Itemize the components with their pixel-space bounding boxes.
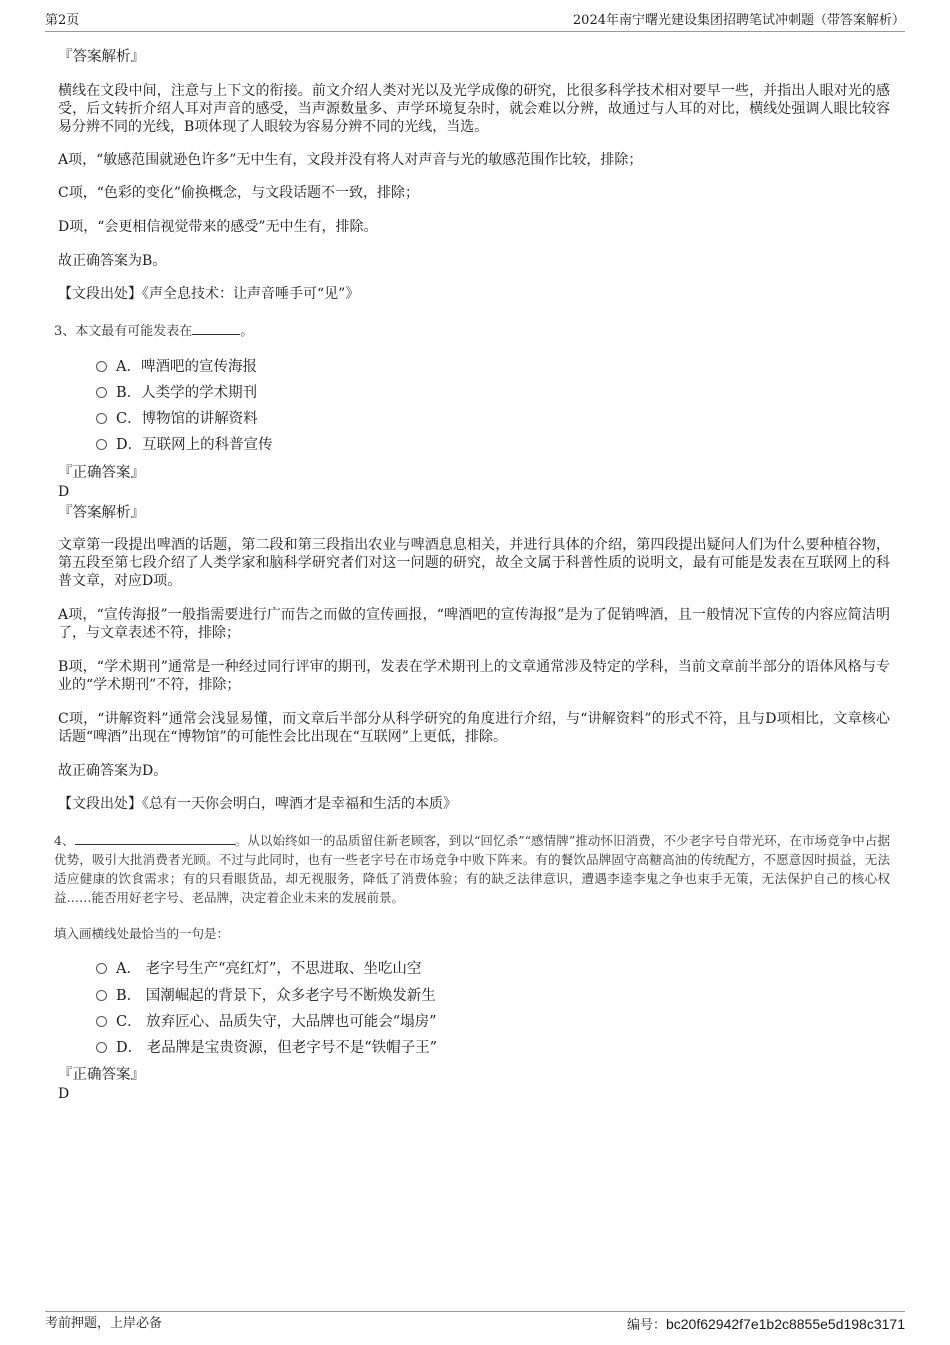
question-3-prompt: 3、本文最有可能发表在 。 [54,324,254,339]
question-number: 4、 [54,833,75,848]
q3-option-b[interactable]: B．人类学的学术期刊 [96,384,257,402]
document-code: 编号：bc20f62942f7e1b2c8855e5d198c3171 [626,1316,905,1333]
radio-button[interactable] [96,990,107,1001]
q4-option-b[interactable]: B． 国潮崛起的背景下，众多老字号不断焕发新生 [96,987,436,1005]
answer-blank [75,832,235,845]
analysis-option-b: B项，“学术期刊”通常是一种经过同行评审的期刊，发表在学术期刊上的文章通常涉及特定的学科，当前文章前半部分的语体风格与专业的“学术期刊”不符，排除； [58,659,890,693]
q3-option-c[interactable]: C．博物馆的讲解资料 [96,410,258,428]
answer-analysis-label: 『答案解析』 [58,49,145,65]
analysis-conclusion: 故正确答案为D。 [58,763,168,779]
q4-option-a[interactable]: A． 老字号生产“亮红灯”，不思进取、坐吃山空 [96,960,421,978]
radio-button[interactable] [96,439,107,450]
radio-button[interactable] [96,1016,107,1027]
page-header [45,13,905,32]
page-footer [45,1311,905,1334]
document-title: 2024年南宁曙光建设集团招聘笔试冲刺题（带答案解析） [572,13,905,28]
q3-option-d[interactable]: D．互联网上的科普宣传 [96,436,273,454]
q4-option-c[interactable]: C． 放弃匠心、品质失守，大品牌也可能会“塌房” [96,1013,437,1031]
analysis-conclusion: 故正确答案为B。 [58,253,167,269]
radio-button[interactable] [96,361,107,372]
radio-button[interactable] [96,1042,107,1053]
radio-button[interactable] [96,963,107,974]
answer-analysis-label: 『答案解析』 [58,505,145,521]
correct-answer: D [58,484,70,500]
question-4-passage: 4、 。从以始终如一的品质留住新老顾客，到以“回忆杀”“感情牌”推动怀旧消费，不少老字号自带光环，在市场竞争中占据优势，吸引大批消费者光顾。不过与此同时，也有一些老字号在市场竞争中败下阵来。有的餐饮品牌固守高糖高油的传统配方，不愿意因时损益，无法适应健康的饮食需求；有的只看眼货品，却无视服务，降低了消费体验；有的缺乏法律意识，遭遇李逵李鬼之争也束手无策，无法保护自己的核心权益……能否用好老字号、老品牌，决定着企业未来的发展前景。 [54,833,890,905]
correct-answer-label: 『正确答案』 [58,465,145,481]
correct-answer-label: 『正确答案』 [58,1067,145,1083]
analysis-option-c: C项，“讲解资料”通常会浅显易懂，而文章后半部分从科学研究的角度进行介绍，与“讲解资料”的形式不符，且与D项相比，文章核心话题“啤酒”出现在“博物馆”的可能性会比出现在“互联网”上更低，排除。 [58,711,890,745]
answer-blank [192,322,240,335]
passage-source: 【文段出处】《声全息技术：让声音唾手可“见”》 [58,286,360,302]
correct-answer: D [58,1086,70,1102]
footer-slogan: 考前押题，上岸必备 [45,1316,163,1331]
q3-option-a[interactable]: A．啤酒吧的宣传海报 [96,358,257,376]
radio-button[interactable] [96,413,107,424]
analysis-option-d: D项，“会更相信视觉带来的感受”无中生有，排除。 [58,219,378,235]
analysis-paragraph: 文章第一段提出啤酒的话题，第二段和第三段指出农业与啤酒息息相关，并进行具体的介绍，第四段提出疑问人们为什么要种植谷物，第五段至第七段介绍了人类学家和脑科学研究者们对这一问题的研究，故全文属于科普性质的说明文，最有可能是发表在互联网上的科普文章，对应D项。 [58,537,890,589]
analysis-option-a: A项，“宣传海报”一般指需要进行广而告之而做的宣传画报，“啤酒吧的宣传海报”是为了促销啤酒，且一般情况下宣传的内容应简洁明了，与文章表述不符，排除； [58,607,890,641]
q4-option-d[interactable]: D． 老品牌是宝贵资源，但老字号不是“铁帽子王” [96,1039,437,1057]
analysis-option-a: A项，“敏感范围就逊色许多”无中生有，文段并没有将人对声音与光的敏感范围作比较，排除； [58,152,643,168]
page-number: 第2页 [45,13,80,28]
analysis-paragraph: 横线在文段中间，注意与上下文的衔接。前文介绍人类对光以及光学成像的研究，比很多科学技术相对要早一些，并指出人眼对光的感受，后文转折介绍人耳对声音的感受，当声源数量多、声学环境复杂时，就会难以分辨，故通过与人耳的对比，横线处强调人眼比较容易分辨不同的光线，B项体现了人眼较为容易分辨不同的光线，当选。 [58,83,890,135]
question-4-instruction: 填入画横线处最恰当的一句是： [54,926,230,941]
radio-button[interactable] [96,387,107,398]
analysis-option-c: C项，“色彩的变化”偷换概念，与文段话题不一致，排除； [58,185,420,201]
passage-source: 【文段出处】《总有一天你会明白，啤酒才是幸福和生活的本质》 [58,796,457,812]
